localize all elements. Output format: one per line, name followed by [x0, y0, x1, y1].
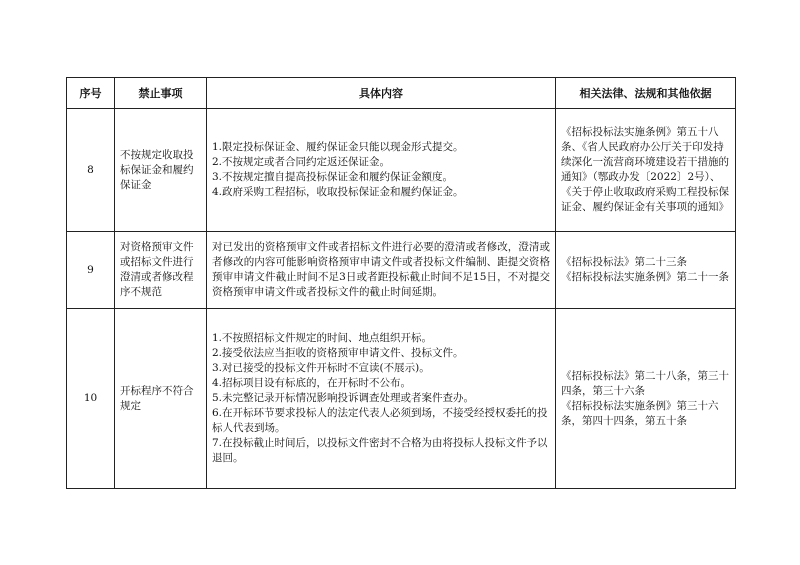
content-line: 4.招标项目设有标底的，在开标时不公布。	[212, 377, 412, 389]
content-line: 2.接受依法应当拒收的资格预审申请文件、投标文件。	[212, 347, 464, 359]
basis-line: 《招标投标法实施条例》第二十一条	[561, 271, 729, 283]
content-line: 6.在开标环节要求投标人的法定代表人必须到场，不接受经授权委托的投标人代表到场。	[212, 407, 548, 434]
prohibited-item: 开标程序不符合规定	[115, 309, 207, 489]
content-line: 3.对已接受的投标文件开标时不宣读(不展示)。	[212, 362, 430, 374]
content-line: 7.在投标截止时间后，以投标文件密封不合格为由将投标人投标文件予以退回。	[212, 437, 548, 464]
rules-table	[66, 77, 736, 489]
row-number: 8	[67, 109, 115, 232]
row-number: 9	[67, 232, 115, 309]
prohibited-item: 对资格预审文件或招标文件进行澄清或者修改程序不规范	[115, 232, 207, 309]
basis-line: 《招标投标法》第二十三条	[561, 256, 687, 268]
basis-line: 《招标投标法实施条例》第三十六条，第四十四条，第五十条	[561, 399, 719, 427]
legal-basis	[556, 232, 736, 309]
content-line: 1.限定投标保证金、履约保证金只能以现金形式提交。	[212, 141, 464, 153]
table-row	[67, 109, 736, 232]
content-line: 1.不按照招标文件规定的时间、地点组织开标。	[212, 332, 433, 344]
header-serial: 序号	[67, 78, 115, 109]
legal-basis	[556, 309, 736, 489]
table-header-row	[67, 78, 736, 109]
specific-content	[207, 309, 556, 489]
header-content: 具体内容	[207, 78, 556, 109]
specific-content	[207, 232, 556, 309]
content-paragraph: 对已发出的资格预审文件或者招标文件进行必要的澄清或者修改，澄清或者修改的内容可能影响资格预审申请文件或者投标文件编制、距提交资格预审申请文件截止时间不足3日或者距投标截止时间不足15日，不对提交资格预审申请文件或者投标文件的截止时间延期。	[212, 241, 550, 298]
header-prohibited-item: 禁止事项	[115, 78, 207, 109]
prohibited-item: 不按规定收取投标保证金和履约保证金	[115, 109, 207, 232]
basis-line: 《招标投标法》第二十八条，第三十四条，第三十六条	[561, 369, 729, 397]
table-row	[67, 232, 736, 309]
header-legal-basis: 相关法律、法规和其他依据	[556, 78, 736, 109]
specific-content	[207, 109, 556, 232]
content-line: 3.不按规定擅自提高投标保证金和履约保证金额度。	[212, 171, 454, 183]
content-line: 2.不按规定或者合同约定返还保证金。	[212, 156, 391, 168]
legal-basis: 《招标投标法实施条例》第五十八条、《省人民政府办公厅关于印发持续深化一流营商环境建设若干措施的通知》（鄂政办发〔2022〕2号）、《关于停止收取政府采购工程投标保证金、履约保证金有关事项的通知》	[556, 109, 736, 232]
table-row	[67, 309, 736, 489]
row-number: 10	[67, 309, 115, 489]
content-line: 4.政府采购工程招标，收取投标保证金和履约保证金。	[212, 186, 464, 198]
content-line: 5.未完整记录开标情况影响投诉调查处理或者案件查办。	[212, 392, 475, 404]
